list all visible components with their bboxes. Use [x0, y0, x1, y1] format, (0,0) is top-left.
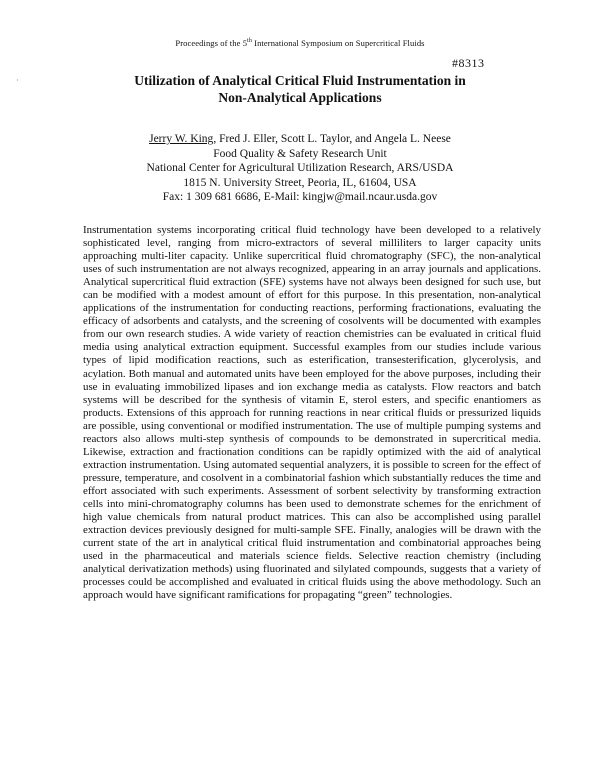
contact-info: Fax: 1 309 681 6686, E-Mail: kingjw@mail.ncaur.usda.gov [162, 191, 438, 203]
affiliation-address: 1815 N. University Street, Peoria, IL, 61604, USA [183, 176, 417, 189]
paper-id: #8313 [452, 56, 485, 70]
abstract-paragraph: Instrumentation systems incorporating critical fluid technology have been developed to a relatively sophisticated level, ranging from micro-extractors of several milliliters to larger capacity units approaching multi-liter capacity. Unlike supercritical fluid chromatography (SFC), the non-analytical uses of such instrumentation are not always recognized, appearing in an array journals and applications. Analytical supercritical fluid extraction (SFE) systems have not always been designed for such use, but can be modified with a modest amount of effort for this purpose. In this presentation, non-analytical applications of the instrumentation for conducting reactions, performing fractionations, evaluating the efficacy of adsorbents and catalysts, and the screening of cosolvents will be documented with examples from our own research studies. A wide variety of reaction chemistries can be evaluated in critical fluid media using analytical extraction equipment. Successful examples from our studies include various types of lipid modification reactions, such as esterification, transesterification, glycerolysis, and acylation. Both manual and automated units have been employed for the above purposes, including their use in evaluating immobilized lipases and ion exchange media as catalysts. Flow reactors and batch systems will be described for the synthesis of vitamin E, sterol esters, and specific enantiomers as products. Extensions of this approach for running reactions in near critical fluids or pressurized liquids are possible, using conventional or modified instrumentation. The use of multiple pumping systems and reactors also allows multi-step synthesis of compounds to be demonstrated in supercritical media. Likewise, extraction and fractionation conditions can be rapidly optimized with the aid of analytical extraction instrumentation. Using automated sequential analyzers, it is possible to screen for the effect of pressure, temperature, and cosolvent in a combinatorial fashion which substantially reduces the time and effort associated with such experiments. Assessment of sorbent selectivity by transforming extraction cells into mini-chromatography columns has been used to demonstrate schemes for the enrichment of high value chemicals from natural product matrices. This can also be accomplished using parallel extraction devices previously designed for multi-sample SFE. Finally, analogies will be drawn with the current state of the art in analytical critical fluid instrumentation and combinatorial approaches being used in the pharmaceutical and materials science fields. Selective reaction chemistry (including analytical derivatization methods) using fluorinated and silylated compounds, suggests that a variety of processes could be accomplished and evaluated in critical fluids using the above methodology. Such an approach would have significant ramifications for propagating “green” technologies. [83, 224, 541, 602]
affiliation-unit: Food Quality & Safety Research Unit [213, 147, 387, 160]
author-line [0, 132, 600, 147]
running-head-post: International Symposium on Supercritical Fluids [251, 38, 425, 48]
stray-mark: · [16, 76, 19, 85]
running-head-pre: Proceedings of the 5 [175, 38, 248, 48]
affiliation-center: National Center for Agricultural Utilization Research, ARS/USDA [146, 162, 454, 174]
author-affiliation-block [0, 132, 600, 205]
co-authors: , Fred J. Eller, Scott L. Taylor, and Angela L. Neese [213, 133, 451, 145]
title-line-2: Non-Analytical Applications [218, 90, 382, 105]
running-head [0, 38, 600, 48]
running-head-sup: th [247, 38, 252, 45]
title-line-1: Utilization of Analytical Critical Fluid Instrumentation in [134, 73, 466, 88]
first-author: Jerry W. King [149, 133, 214, 145]
paper-title [0, 72, 600, 106]
